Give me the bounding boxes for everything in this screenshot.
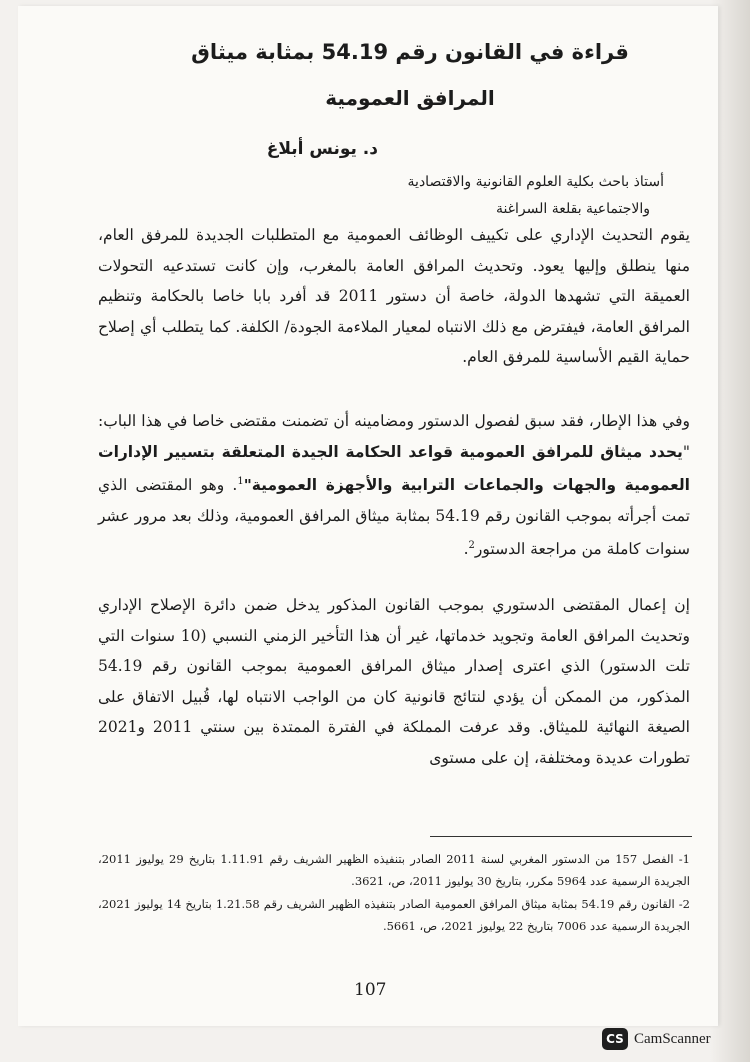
paragraph-3: إن إعمال المقتضى الدستوري بموجب القانون المذكور يدخل ضمن دائرة الإصلاح الإداري وتحديث المرافق العامة وتجويد خدماتها، غير أن هذا التأخير الزمني النسبي (10 سنوات التي تلت الدستور) الذي اعترى إصدار ميثاق المرافق العمومية بموجب القانون رقم 54.19 المذكور، من الممكن أن يؤدي لنتائج قانونية كان من الواجب الانتباه لها، قُبيل الاتفاق على الصيغة النهائية للميثاق. وقد عرفت المملكة في الفترة الممتدة بين سنتي 2011 و2021 تطورات عديدة ومختلفة، إن على مستوى: [98, 596, 690, 767]
camscanner-label: CamScanner: [634, 1030, 711, 1047]
author-name: د. يونس أبلاغ: [266, 139, 378, 159]
article-title-line2: المرافق العمومية: [325, 86, 495, 110]
author-affiliation-line2: [496, 201, 650, 217]
author-affiliation-line1: أستاذ باحث بكلية العلوم القانونية والاقتصادية: [407, 174, 664, 190]
paragraph-1: يقوم التحديث الإداري على تكييف الوظائف العمومية مع المتطلبات الجديدة للمرفق العام، منها ينطلق وإليها يعود. وتحديث المرافق العامة بالمغرب، وإن كانت تستدعيه التحولات العميقة التي تشهدها الدولة، خاصة أن دستور 2011 قد أفرد بابا خاصا بالحكامة وتنظيم المرافق العامة، فيفترض مع ذلك الانتباه لمعيار الملاءمة الجودة/ الكلفة. كما يتطلب أي إصلاح حماية القيم الأساسية للمرفق العام.: [98, 226, 690, 366]
footnote-1: 1- الفصل 157 من الدستور المغربي لسنة 2011 الصادر بتنفيذه الظهير الشريف رقم 1.11.91 بتاريخ 29 يوليوز 2011، الجريدة الرسمية عدد 5964 مكرر، بتاريخ 30 يوليوز 2011، ص، 3621.: [98, 852, 690, 888]
camscanner-watermark: [602, 1028, 711, 1050]
affiliation-line2-text: والاجتماعية بقلعة السراغنة: [495, 201, 650, 217]
page-number: 107: [354, 980, 387, 1000]
camscanner-logo-icon: CS: [602, 1028, 628, 1050]
paragraph-2-end: .: [463, 540, 469, 559]
article-title-line1: قراءة في القانون رقم 54.19 بمثابة ميثاق: [191, 40, 629, 64]
paragraph-2-intro: وفي هذا الإطار، فقد سبق لفصول الدستور ومضامينه أن تضمنت مقتضى خاصا في هذا الباب: ": [98, 412, 690, 461]
quote-close: ": [243, 476, 252, 495]
paragraph-2-rest: . وهو المقتضى الذي تمت أجرأته بموجب القانون رقم 54.19 بمثابة ميثاق المرافق العمومية، وذلك بعد مرور عشر سنوات كاملة من مراجعة الدستور: [98, 476, 690, 559]
paragraph-2: [98, 406, 690, 586]
footnote-ref-2[interactable]: 2: [468, 540, 475, 552]
footnote-divider: [430, 836, 692, 837]
footnote-ref-1[interactable]: 1: [237, 476, 244, 487]
constitution-quote: يحدد ميثاق للمرافق العمومية قواعد الحكامة الجيدة المتعلقة بتسيير الإدارات العمومية والجهات والجماعات الترابية والأجهزة العمومية: [98, 442, 690, 495]
footnote-2: 2- القانون رقم 54.19 بمثابة ميثاق المرافق العمومية الصادر بتنفيذه الظهير الشريف رقم 1.21.58 بتاريخ 14 يوليوز 2021، الجريدة الرسمية عدد 7006 بتاريخ 22 يوليوز 2021، ص، 5661.: [98, 897, 690, 933]
